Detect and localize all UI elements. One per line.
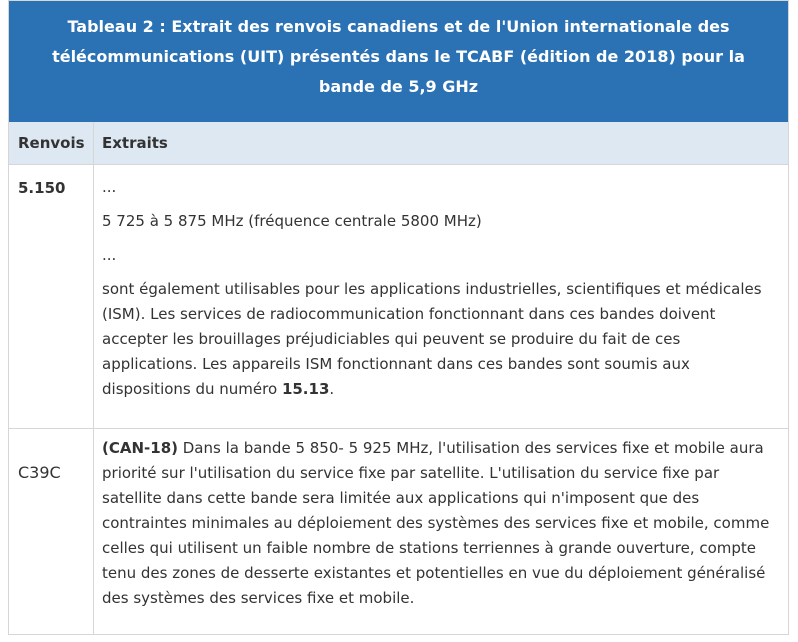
header-renvois: Renvois (9, 122, 94, 164)
footnote-end: . (329, 380, 335, 398)
reference-number: 15.13 (281, 380, 330, 398)
frequency-range-text: 5 725 à 5 875 MHz (fréquence centrale 5800 MHz) (102, 212, 482, 230)
extrait-cell (94, 165, 788, 428)
ellipsis-text: ... (102, 178, 117, 196)
ellipsis-text: ... (102, 246, 117, 264)
header-extraits: Extraits (102, 134, 168, 152)
footnote-tag: (CAN-18) (102, 439, 178, 457)
footnote-body: Dans la bande 5 850- 5 925 MHz, l'utilisation des services fixe et mobile aura priorité sur l'utilisation du service fixe par satellite. L'utilisation du service fixe par satellite dans cette bande sera limitée aux applications qui n'imposent que des contraintes minimales au déploiement des systèmes des services fixe et mobile, comme celles qui utilisent un faible nombre de stations terriennes à grande ouverture, compte tenu des zones de desserte existantes et potentielles en vue du déploiement généralisé des systèmes des services fixe et mobile. (102, 439, 770, 607)
renvoi-cell: 5.150 (9, 165, 94, 428)
table-row (9, 165, 788, 429)
table-caption: Tableau 2 : Extrait des renvois canadiens et de l'Union internationale des télécommunications (UIT) présentés dans le TCABF (édition de 2018) pour la bande de 5,9 GHz (9, 1, 788, 122)
table-header-row (9, 122, 788, 165)
footnote-paragraph (102, 277, 780, 402)
footnotes-table (8, 0, 789, 635)
renvoi-cell: C39C (9, 429, 94, 634)
extrait-cell (94, 429, 788, 634)
footnote-paragraph (102, 436, 780, 611)
table-row (9, 429, 788, 634)
footnote-body: sont également utilisables pour les applications industrielles, scientifiques et médicales (ISM). Les services de radiocommunication fonctionnant dans ces bandes doivent accepter les brouillages préjudiciables qui peuvent se produire du fait de ces applications. Les appareils ISM fonctionnant dans ces bandes sont soumis aux dispositions du numéro (102, 280, 762, 398)
